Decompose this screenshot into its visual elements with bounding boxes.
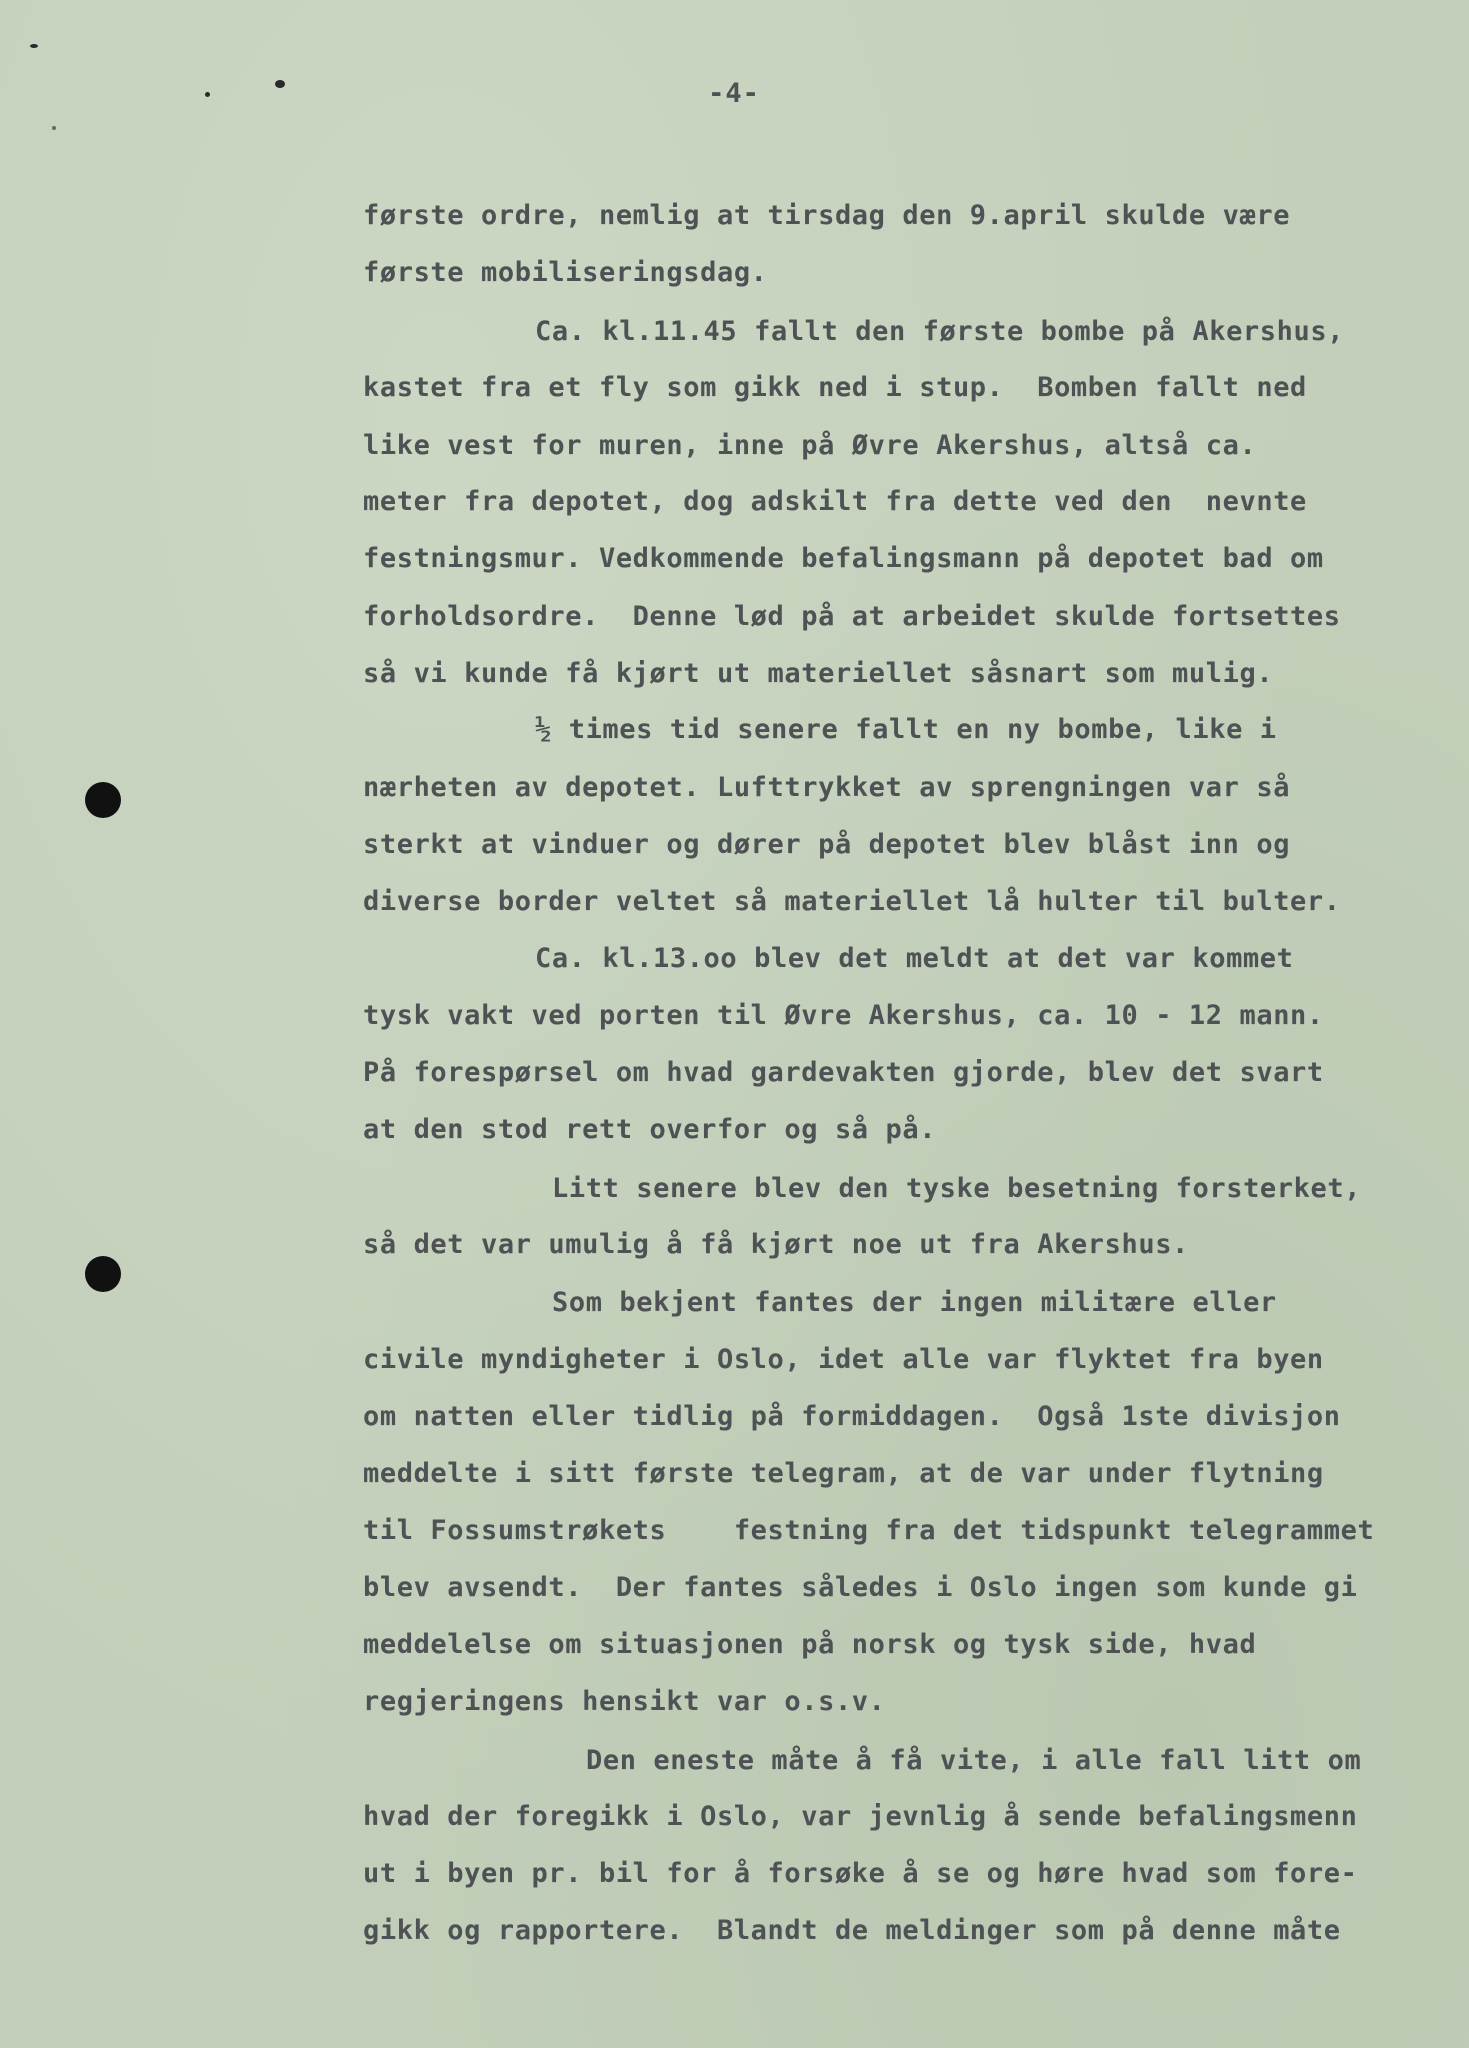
margin-mark bbox=[275, 80, 285, 88]
text-line: Ca. kl.13.oo blev det meldt at det var kommet bbox=[535, 943, 1294, 974]
text-line: like vest for muren, inne på Øvre Akershus, altså ca. bbox=[363, 430, 1257, 461]
text-line: om natten eller tidlig på formiddagen. Også 1ste divisjon bbox=[363, 1401, 1341, 1432]
text-line: hvad der foregikk i Oslo, var jevnlig å sende befalingsmenn bbox=[363, 1801, 1358, 1832]
text-line: Den eneste måte å få vite, i alle fall litt om bbox=[586, 1745, 1362, 1776]
text-line: forholdsordre. Denne lød på at arbeidet skulde fortsettes bbox=[363, 601, 1341, 632]
text-line: til Fossumstrøkets festning fra det tidspunkt telegrammet bbox=[363, 1515, 1375, 1546]
text-line: første mobiliseringsdag. bbox=[363, 257, 768, 288]
text-line: så det var umulig å få kjørt noe ut fra Akershus. bbox=[363, 1229, 1189, 1260]
margin-mark bbox=[52, 126, 56, 130]
page-number: -4- bbox=[708, 78, 760, 109]
text-line: Litt senere blev den tyske besetning forsterket, bbox=[552, 1173, 1362, 1204]
text-line: meter fra depotet, dog adskilt fra dette ved den nevnte bbox=[363, 486, 1307, 517]
text-line: at den stod rett overfor og så på. bbox=[363, 1114, 937, 1145]
text-line: tysk vakt ved porten til Øvre Akershus, ca. 10 - 12 mann. bbox=[363, 1000, 1324, 1031]
text-line: Ca. kl.11.45 fallt den første bombe på Akershus, bbox=[535, 316, 1345, 347]
text-line: så vi kunde få kjørt ut materiellet såsnart som mulig. bbox=[363, 658, 1274, 689]
punch-hole-bottom bbox=[85, 1256, 121, 1292]
text-line: nærheten av depotet. Lufttrykket av sprengningen var så bbox=[363, 772, 1291, 803]
text-line: regjeringens hensikt var o.s.v. bbox=[363, 1686, 886, 1717]
text-line: kastet fra et fly som gikk ned i stup. Bomben fallt ned bbox=[363, 372, 1307, 403]
text-line: Som bekjent fantes der ingen militære eller bbox=[552, 1287, 1277, 1318]
text-line: meddelelse om situasjonen på norsk og tysk side, hvad bbox=[363, 1629, 1257, 1660]
text-line: diverse border veltet så materiellet lå hulter til bulter. bbox=[363, 886, 1341, 917]
text-line: ½ times tid senere fallt en ny bombe, like i bbox=[535, 714, 1277, 745]
text-line: festningsmur. Vedkommende befalingsmann på depotet bad om bbox=[363, 543, 1324, 574]
text-line: civile myndigheter i Oslo, idet alle var flyktet fra byen bbox=[363, 1344, 1324, 1375]
margin-mark bbox=[205, 92, 210, 97]
text-line: gikk og rapportere. Blandt de meldinger som på denne måte bbox=[363, 1915, 1341, 1946]
text-line: første ordre, nemlig at tirsdag den 9.april skulde være bbox=[363, 200, 1291, 231]
margin-mark bbox=[30, 44, 38, 48]
text-line: meddelte i sitt første telegram, at de var under flytning bbox=[363, 1458, 1324, 1489]
text-line: sterkt at vinduer og dører på depotet blev blåst inn og bbox=[363, 829, 1291, 860]
text-line: ut i byen pr. bil for å forsøke å se og høre hvad som fore- bbox=[363, 1858, 1358, 1889]
text-line: På forespørsel om hvad gardevakten gjorde, blev det svart bbox=[363, 1057, 1324, 1088]
text-line: blev avsendt. Der fantes således i Oslo ingen som kunde gi bbox=[363, 1572, 1358, 1603]
punch-hole-top bbox=[85, 782, 121, 818]
